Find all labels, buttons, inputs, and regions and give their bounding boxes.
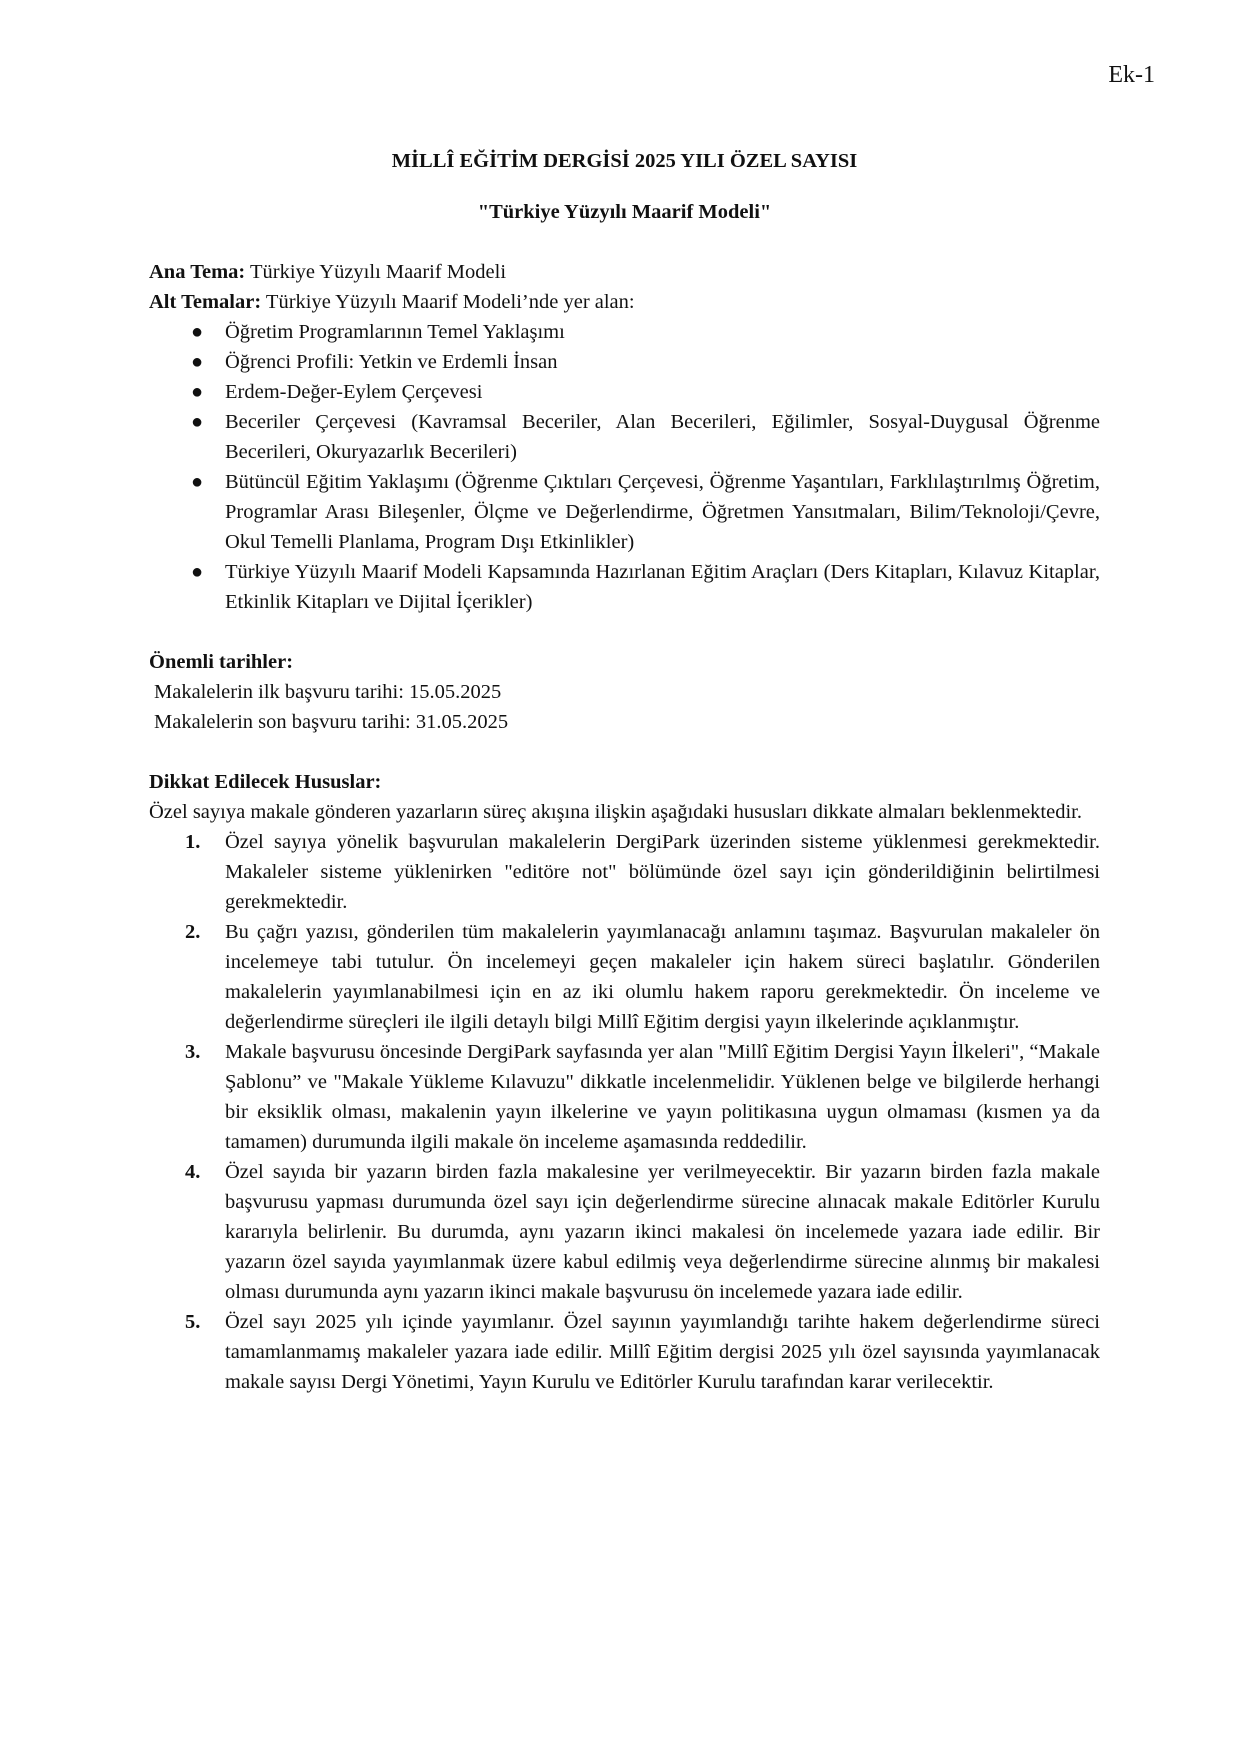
item-number: 5. [185,1311,201,1333]
item-number: 4. [185,1161,201,1183]
list-item: 5. Özel sayı 2025 yılı içinde yayımlanır. Özel sayının yayımlandığı tarihte hakem değerlendirme süreci tamamlanmamış makaleler yazara iade edilir. Millî Eğitim dergisi 2025 yılı özel sayısında yayımlanacak makale sayısı Dergi Yönetimi, Yayın Kurulu ve Editörler Kurulu tarafından karar verilecektir. [149,1307,1100,1397]
bullet-icon: ● [191,411,204,433]
last-submission-date: Makalelerin son başvuru tarihi: 31.05.2025 [154,711,509,733]
list-item: ● Erdem-Değer-Eylem Çerçevesi [149,377,1100,407]
document-title: MİLLÎ EĞİTİM DERGİSİ 2025 YILI ÖZEL SAYISI [391,150,858,172]
list-item: 2. Bu çağrı yazısı, gönderilen tüm makalelerin yayımlanacağı anlamını taşımaz. Başvurulan makaleler ön incelemeye tabi tutulur. Ön incelemeyi geçen makaleler için hakem süreci başlatılır. Gönderilen makalelerin yayımlanabilmesi için en az iki olumlu hakem raporu gerekmektedir. Ön inceleme ve değerlendirme süreçleri ile ilgili detaylı bilgi Millî Eğitim dergisi yayın ilkelerinde açıklanmıştır. [149,917,1100,1037]
list-item: ● Türkiye Yüzyılı Maarif Modeli Kapsamında Hazırlanan Eğitim Araçları (Ders Kitapları, Kılavuz Kitaplar, Etkinlik Kitapları ve Dijital İçerikler) [149,557,1100,617]
main-theme-label: Ana Tema: [149,261,246,283]
bullet-icon: ● [191,321,204,343]
bullet-icon: ● [191,351,204,373]
main-theme-value: Türkiye Yüzyılı Maarif Modeli [245,261,507,283]
list-item: 4. Özel sayıda bir yazarın birden fazla makalesine yer verilmeyecektir. Bir yazarın birden fazla makale başvurusu yapması durumunda özel sayı için değerlendirme sürecine alınacak makale Editörler Kurulu kararıyla belirlenir. Bu durumda, aynı yazarın ikinci makalesi ön incelemede yazara iade edilir. Bir yazarın özel sayıda yayımlanmak üzere kabul edilmiş veya değerlendirme sürecine alınmış bir makalesi olması durumunda aynı yazarın ikinci makale başvurusu ön incelemede yazara iade edilir. [149,1157,1100,1307]
main-theme-line [149,257,1100,287]
document-subtitle: "Türkiye Yüzyılı Maarif Modeli" [477,201,772,223]
notes-list [149,827,1100,1397]
sub-themes-line [149,287,1100,317]
sub-themes-label: Alt Temalar: [149,291,262,313]
notes-intro: Özel sayıya makale gönderen yazarların süreç akışına ilişkin aşağıdaki hususları dikkate almaları beklenmektedir. [149,801,1082,823]
list-item: ● Bütüncül Eğitim Yaklaşımı (Öğrenme Çıktıları Çerçevesi, Öğrenme Yaşantıları, Farklılaştırılmış Öğretim, Programlar Arası Bileşenler, Ölçme ve Değerlendirme, Öğretmen Yansıtmaları, Bilim/Teknoloji/Çevre, Okul Temelli Planlama, Program Dışı Etkinlikler) [149,467,1100,557]
list-item: ● Öğrenci Profili: Yetkin ve Erdemli İnsan [149,347,1100,377]
item-number: 2. [185,921,201,943]
item-number: 1. [185,831,201,853]
sub-themes-list [149,317,1100,617]
list-item: ● Beceriler Çerçevesi (Kavramsal Beceriler, Alan Becerileri, Eğilimler, Sosyal-Duygusal Öğrenme Becerileri, Okuryazarlık Becerileri) [149,407,1100,467]
notes-heading: Dikkat Edilecek Hususlar: [149,771,382,793]
item-number: 3. [185,1041,201,1063]
list-item: 3. Makale başvurusu öncesinde DergiPark sayfasında yer alan "Millî Eğitim Dergisi Yayın İlkeleri", “Makale Şablonu” ve "Makale Yükleme Kılavuzu" dikkatle incelenmelidir. Yüklenen belge ve bilgilerde herhangi bir eksiklik olması, makalenin yayın ilkelerine ve yayın politikasına uygun olmaması (kısmen ya da tamamen) durumunda ilgili makale ön inceleme aşamasında reddedilir. [149,1037,1100,1157]
list-item: 1. Özel sayıya yönelik başvurulan makalelerin DergiPark üzerinden sisteme yüklenmesi gerekmektedir. Makaleler sisteme yüklenirken "editöre not" bölümünde özel sayı için gönderildiğinin belirtilmesi gerekmektedir. [149,827,1100,917]
document-content [149,146,1100,1397]
first-submission-date: Makalelerin ilk başvuru tarihi: 15.05.2025 [154,681,502,703]
sub-themes-value: Türkiye Yüzyılı Maarif Modeli’nde yer alan: [261,291,635,313]
notes-section [149,767,1100,1397]
annex-label: Ek-1 [1108,62,1155,88]
bullet-icon: ● [191,381,204,403]
themes-section [149,257,1100,617]
bullet-icon: ● [191,561,204,583]
dates-heading: Önemli tarihler: [149,651,294,673]
dates-section [149,647,1100,737]
list-item: ● Öğretim Programlarının Temel Yaklaşımı [149,317,1100,347]
bullet-icon: ● [191,471,204,493]
